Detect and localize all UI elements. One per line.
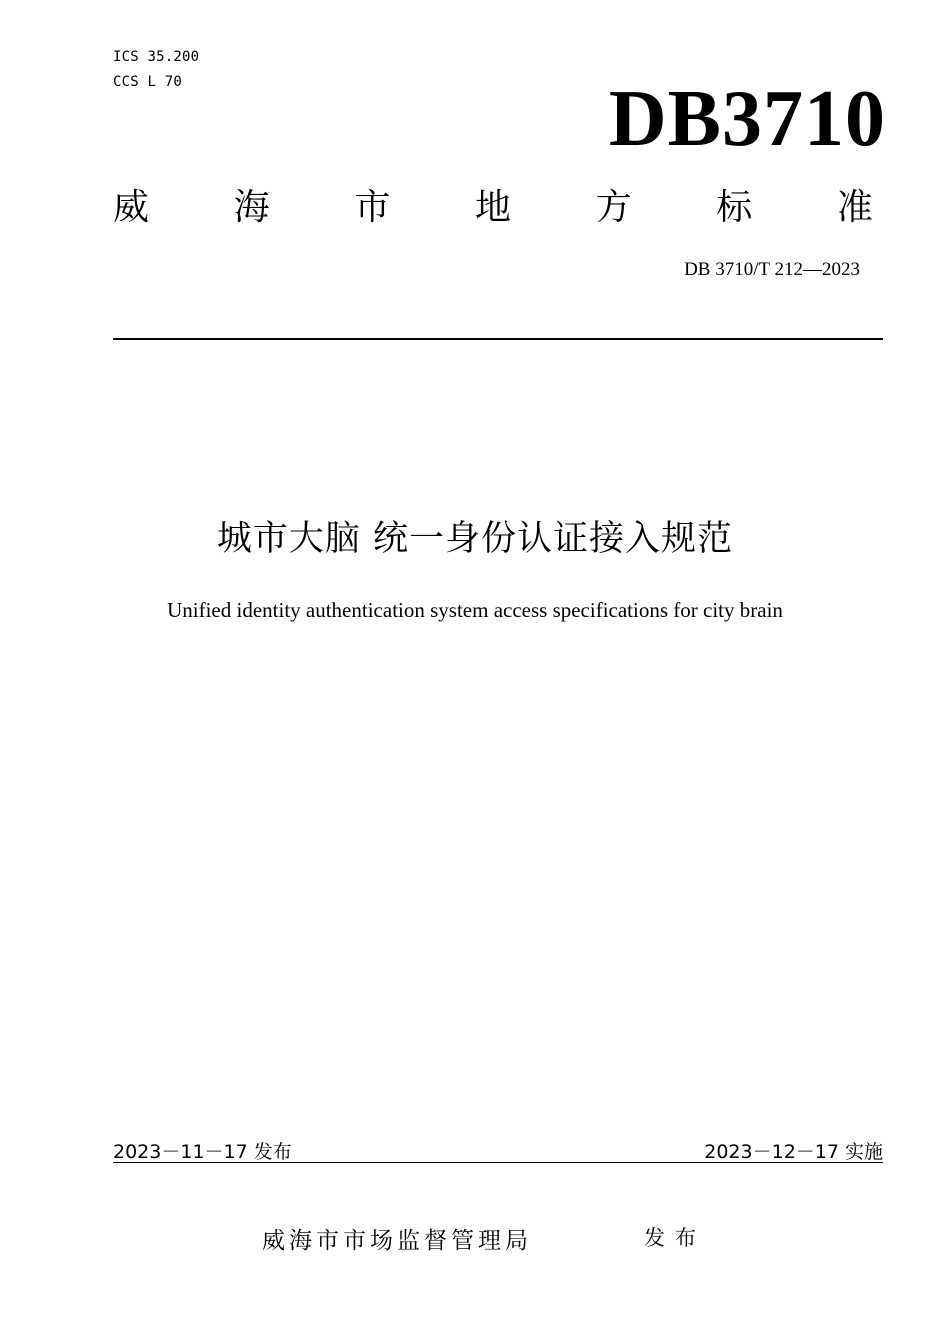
standard-type-char: 海 [233,187,270,228]
standard-number: DB 3710/T 212—2023 [684,259,860,280]
document-title: 城市大脑 统一身份认证接入规范 [216,519,734,559]
standard-type-char: 准 [836,187,873,228]
bottom-divider [113,1162,883,1163]
top-divider [113,338,883,340]
publish-label: 发布 [644,1226,706,1250]
publisher-name: 威海市市场监督管理局 [262,1228,532,1254]
publish-date: 2023－11－17 发布 [113,1141,292,1163]
standard-type-char: 市 [354,187,391,228]
standard-type-char: 方 [595,187,632,228]
ccs-code: CCS L 70 [113,74,183,90]
implementation-date: 2023－12－17 实施 [704,1141,883,1163]
ics-code: ICS 35.200 [113,49,200,65]
standard-type-title [113,184,873,232]
standard-type-char: 标 [716,187,753,228]
standard-type-char: 威 [113,187,150,228]
document-subtitle-english: Unified identity authentication system access specifications for city brain [167,598,783,622]
standard-type-char: 地 [474,187,511,228]
standard-code: DB3710 [608,75,886,163]
